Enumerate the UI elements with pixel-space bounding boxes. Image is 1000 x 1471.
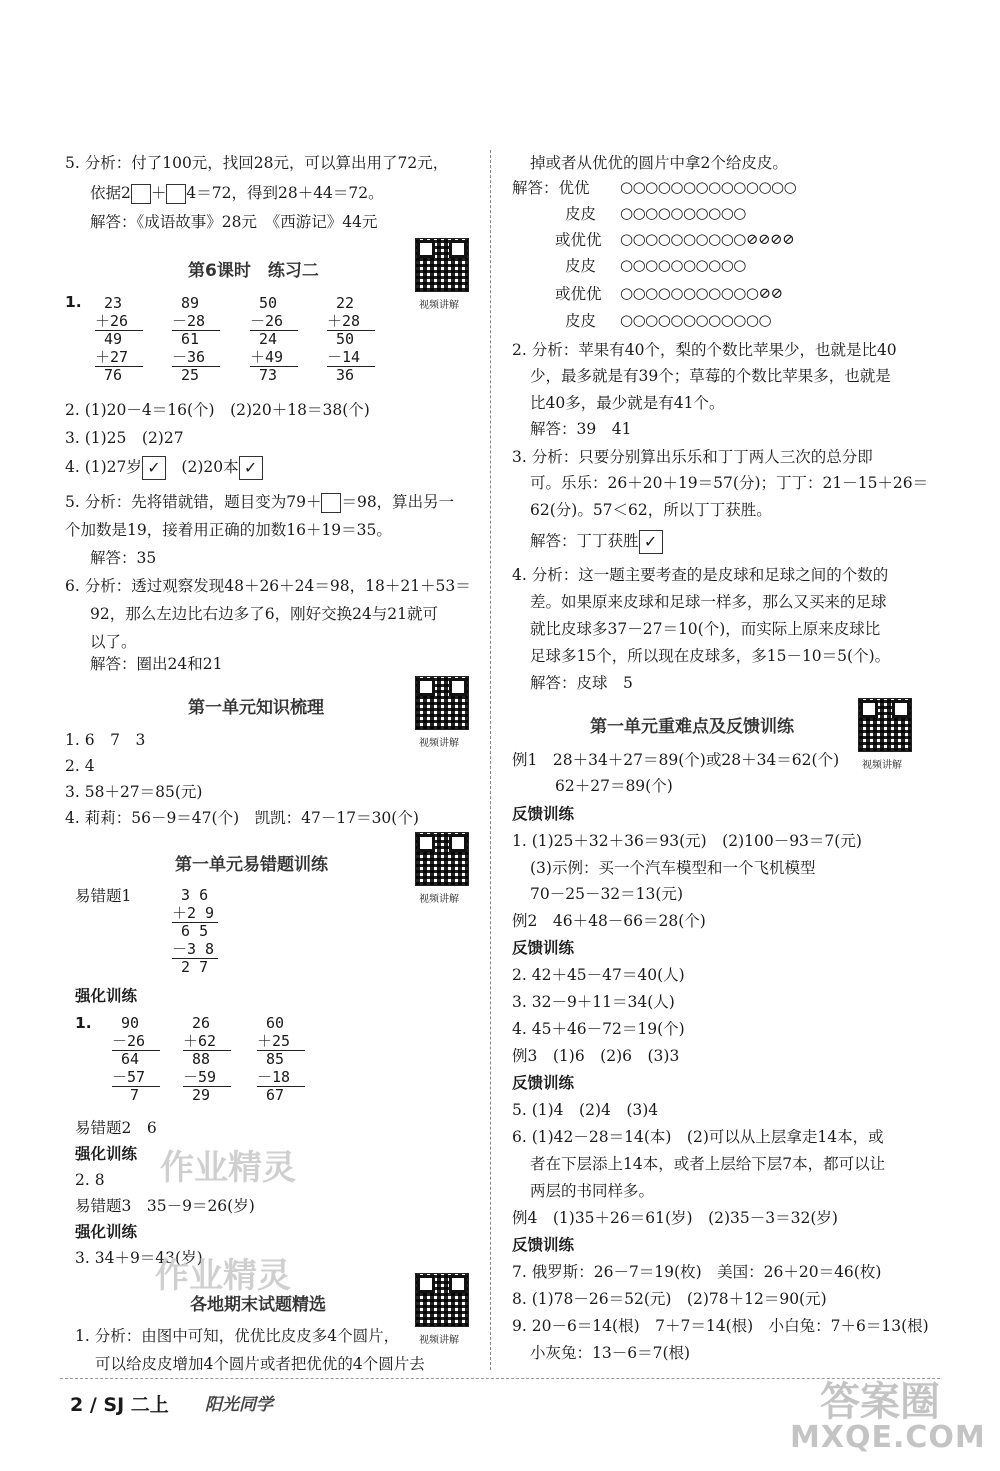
k3: 3. 32－9＋11＝34(人) [512,993,675,1011]
f1-line1: 1. 分析：由图中可知，优优比皮皮多4个圆片， [75,1327,400,1345]
calc-rule [250,366,298,367]
unit1-review-title: 第一单元知识梳理 [188,698,324,718]
q6-line4: 解答：圈出24和21 [90,655,223,673]
k6-line3: 两层的书同样多。 [530,1182,655,1200]
rq3-line2: 可。乐乐：26＋20＋19＝57(分)；丁丁：21－15＋26＝ [530,474,929,492]
strengthen-label: 强化训练 [75,1223,138,1241]
rq2-line3: 比40多，最少就是有41个。 [530,394,725,412]
rq4-line3: 就比皮球多37－27＝10(个)，而实际上原来皮球比 [530,620,881,638]
rq3-line3: 62(分)。57＜62，所以丁丁获胜。 [530,501,772,519]
check-icon: ✓ [239,456,263,480]
k1-line3: 70－25－32＝13(元) [530,885,683,903]
circle-row-4: ○○○○○○○○○○ [620,256,746,274]
strengthen-label: 强化训练 [75,1145,138,1163]
final-exam-title: 各地期末试题精选 [190,1295,326,1315]
calc-rule [183,1086,231,1087]
vertical-calc-1: 23 ＋26 49 ＋27 76 [95,294,129,384]
q2: 2. (1)20－4＝16(个) (2)20＋18＝38(个) [65,401,370,419]
k8: 8. (1)78－26＝52(元) (2)78＋12＝90(元) [512,1290,827,1308]
pipi-label: 皮皮 [565,312,597,330]
qr-code-icon[interactable] [415,676,469,730]
q4b: (2)20本 [181,458,239,476]
p5-line2: 依据2 ＋ 4＝72，得到28＋44＝72。 [90,184,384,202]
footer-divider [60,1378,940,1379]
circle-row-2: ○○○○○○○○○○ [620,204,746,222]
rq3-line4 [530,530,663,554]
q4 [65,456,263,480]
p5-line2a: 依据2 [90,184,131,202]
or-youyou-label: 或优优 [555,285,602,303]
qr-label: 视频讲解 [419,1335,459,1346]
rq3-line1: 3. 分析：只要分别算出乐乐和丁丁两人三次的总分即 [512,448,873,466]
watermark-logo: 答案圈 [820,1379,940,1425]
check-icon: ✓ [639,530,663,554]
answer-label: 解答：优优 [512,179,590,197]
feedback-label: 反馈训练 [512,805,575,823]
k9-line1: 9. 20－6＝14(根) 7＋7＝14(根) 小白兔：7＋6＝13(根) [512,1317,929,1335]
circle-row-5: ○○○○○○○○○○○⊘⊘ [620,284,783,302]
qr-label: 视频讲解 [862,760,902,771]
watermark-site: MXQE.COM [790,1420,986,1455]
circle-row-3: ○○○○○○○○○○⊘⊘⊘⊘ [620,230,795,248]
mistake2: 易错题2 6 [75,1119,157,1137]
circle-row-6: ○○○○○○○○○○○○ [620,311,772,329]
calc-rule [257,1086,305,1087]
check-icon: ✓ [142,456,166,480]
p5-line3: 解答：《成语故事》28元 《西游记》44元 [90,213,378,231]
q5-line2: 个加数是19，接着用正确的加数16＋19＝35。 [65,521,392,539]
rq4-line2: 差。如果原来皮球和足球一样多，那么又买来的足球 [530,593,887,611]
calc-rule [95,330,143,331]
rq4-line4: 足球多15个，所以现在皮球多，多15－10＝5(个)。 [530,647,891,665]
r2: 2. 4 [65,757,95,775]
calc-rule [327,330,375,331]
calc-rule [112,1050,160,1051]
feedback-label: 反馈训练 [512,1236,575,1254]
k7: 7. 俄罗斯：26－7＝19(枚) 美国：26＋20＝46(枚) [512,1263,882,1281]
mistake1-label: 易错题1 [75,887,132,905]
unit1-mistake-title: 第一单元易错题训练 [175,855,328,875]
k2: 2. 42＋45－47＝40(人) [512,966,685,984]
qr-label: 视频讲解 [419,738,459,749]
k9-line2: 小灰兔：13－6＝7(根) [530,1344,691,1362]
k6-line2: 者在下层添上14本，或者上层给下层7本，都可以让 [530,1155,886,1173]
rq2-line1: 2. 分析：苹果有40个，梨的个数比苹果少，也就是比40 [512,341,897,359]
page-number: 2 / SJ 二上 [70,1394,169,1416]
example1-line2: 62＋27＝89(个) [555,777,673,795]
calc-rule [250,330,298,331]
rq4-line1: 4. 分析：这一题主要考查的是皮球和足球之间的个数的 [512,566,889,584]
vertical-calc-2: 89 －28 61 －36 25 [172,294,206,384]
strengthen-calc-1: 90 －26 64 －57 7 [112,1014,146,1104]
mistake3: 易错题3 35－9＝26(岁) [75,1197,255,1215]
mistake1-calc: 3 6 ＋2 9 6 5 －3 8 2 7 [172,886,215,976]
q6-line1: 6. 分析：透过观察发现48＋26＋24＝98，18＋21＋53＝ [65,577,471,595]
p5-line2b: 4＝72，得到28＋44＝72。 [186,184,384,202]
p5-line1: 5. 分析：付了100元，找回28元，可以算出用了72元， [65,154,449,172]
feedback-label: 反馈训练 [512,1074,575,1092]
calc-rule [172,366,220,367]
k1-line2: (3)示例：买一个汽车模型和一个飞机模型 [530,859,816,877]
q6-line3: 以了。 [90,633,137,651]
or-youyou-label: 或优优 [555,231,602,249]
qr-code-icon[interactable] [415,1273,469,1327]
qr-code-icon[interactable] [415,832,469,886]
calc-rule [95,366,143,367]
calc-rule [172,330,220,331]
qr-label: 视频讲解 [419,894,459,905]
rq4-line5: 解答：皮球 5 [530,674,633,692]
q6-line2: 92，那么左边比右边多了6，刚好交换24与21就可 [90,605,439,623]
pipi-label: 皮皮 [565,257,597,275]
s1-label: 1. [75,1014,92,1032]
blank-box [131,184,151,204]
qr-code-icon[interactable] [415,238,469,292]
example2: 例2 46＋48－66＝28(个) [512,912,706,930]
calc-rule [327,366,375,367]
lesson6-title: 第6课时 练习二 [188,261,319,281]
example4: 例4 (1)35＋26＝61(岁) (2)35－3＝32(岁) [512,1209,838,1227]
circle-row-1: ○○○○○○○○○○○○○○ [620,178,797,196]
q5-line1a: 5. 分析：先将错就错，题目变为79＋ [65,493,322,511]
q5-line3: 解答：35 [90,549,157,567]
r3: 3. 58＋27＝85(元) [65,783,203,801]
s2: 2. 8 [75,1171,105,1189]
q4a: 4. (1)27岁 [65,458,142,476]
k1-line1: 1. (1)25＋32＋36＝93(元) (2)100－93＝7(元) [512,832,862,850]
k5: 5. (1)4 (2)4 (3)4 [512,1101,659,1119]
vertical-calc-4: 22 ＋28 50 －14 36 [327,294,361,384]
s3: 3. 34＋9＝43(岁) [75,1249,203,1267]
rq3-answer: 解答：丁丁获胜 [530,532,639,550]
calc-rule [172,922,218,923]
blank-box [166,184,186,204]
qr-code-icon[interactable] [858,698,912,752]
calc-rule [183,1050,231,1051]
calc-rule [257,1050,305,1051]
column-divider [490,150,491,1370]
watermark-text: 作业精灵 [155,1256,291,1296]
q1-label: 1. [65,293,82,311]
r4: 4. 莉莉：56－9＝47(个) 凯凯：47－17＝30(个) [65,809,419,827]
q5-line1 [65,492,454,513]
vertical-calc-3: 50 －26 24 ＋49 73 [250,294,284,384]
q3: 3. (1)25 (2)27 [65,429,184,447]
f1-line2: 可以给皮皮增加4个圆片或者把优优的4个圆片去 [95,1355,425,1373]
example3: 例3 (1)6 (2)6 (3)3 [512,1047,680,1065]
calc-rule [112,1086,160,1087]
qr-label: 视频讲解 [419,300,459,311]
strengthen-label: 强化训练 [75,987,138,1005]
rq2-line2: 少，最多就是有39个；草莓的个数比苹果多，也就是 [530,367,891,385]
c-line1: 掉或者从优优的圆片中拿2个给皮皮。 [530,154,788,172]
strengthen-calc-2: 26 ＋62 88 －59 29 [183,1014,217,1104]
strengthen-calc-3: 60 ＋25 85 －18 67 [257,1014,291,1104]
k6-line1: 6. (1)42－28＝14(本) (2)可以从上层拿走14本，或 [512,1128,884,1146]
k4: 4. 45＋46－72＝19(个) [512,1020,685,1038]
watermark-text: 作业精灵 [160,1148,296,1188]
key-points-title: 第一单元重难点及反馈训练 [590,717,794,737]
feedback-label: 反馈训练 [512,939,575,957]
brand-logo: 阳光同学 [205,1395,273,1415]
rq2-line4: 解答：39 41 [530,420,632,438]
example1-line1: 例1 28＋34＋27＝89(个)或28＋34＝62(个) [512,751,840,769]
calc-rule [172,958,218,959]
r1: 1. 6 7 3 [65,731,146,749]
pipi-label: 皮皮 [565,205,597,223]
q5-line1b: ＝98，算出另一 [341,493,455,511]
blank-box [321,493,341,513]
